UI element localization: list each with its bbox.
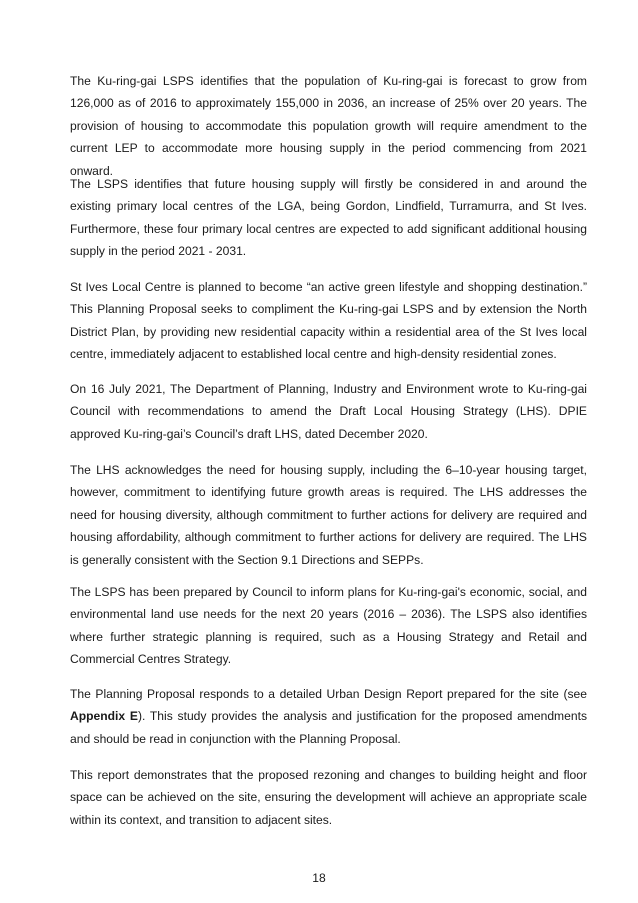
appendix-reference: Appendix E (70, 709, 138, 724)
paragraph-urban-design-report (70, 683, 587, 750)
paragraph-population-forecast: The Ku-ring-gai LSPS identifies that the population of Ku-ring-gai is forecast to grow from 126,000 as of 2016 to approximately 155,000 in 2036, an increase of 25% over 20 years. The provision of housing to accommodate this population growth will require amendment to the current LEP to accommodate more housing supply in the period commencing from 2021 onward. (70, 74, 587, 178)
paragraph-text-before: The Planning Proposal responds to a detailed Urban Design Report prepared for the site (see (70, 687, 587, 701)
page-number: 18 (312, 871, 326, 885)
paragraph-primary-local-centres: The LSPS identifies that future housing supply will firstly be considered in and around the existing primary local centres of the LGA, being Gordon, Lindfield, Turramurra, and St Ives. Furthermore, these four primary local centres are expected to add significant additional housing supply in the period 2021 - 2031. (70, 177, 587, 259)
paragraph-dpie-letter: On 16 July 2021, The Department of Planning, Industry and Environment wrote to Ku-ring-gai Council with recommendations to amend the Draft Local Housing Strategy (LHS). DPIE approved Ku-ring-gai’s Council’s draft LHS, dated December 2020. (70, 382, 587, 441)
paragraph-lhs-acknowledgement: The LHS acknowledges the need for housing supply, including the 6–10-year housing target, however, commitment to identifying future growth areas is required. The LHS addresses the need for housing diversity, although commitment to further actions for delivery are required and housing affordability, although commitment to further actions for delivery are required. The LHS is generally consistent with the Section 9.1 Directions and SEPPs. (70, 463, 587, 567)
paragraph-text-after: ). This study provides the analysis and justification for the proposed amendments and should be read in conjunction with the Planning Proposal. (70, 709, 587, 746)
paragraph-rezoning-conclusion: This report demonstrates that the proposed rezoning and changes to building height and floor space can be achieved on the site, ensuring the development will achieve an appropriate scale within its context, and transition to adjacent sites. (70, 768, 587, 827)
paragraph-lsps-preparation: The LSPS has been prepared by Council to inform plans for Ku-ring-gai's economic, social, and environmental land use needs for the next 20 years (2016 – 2036). The LSPS also identifies where further strategic planning is required, such as a Housing Strategy and Retail and Commercial Centres Strategy. (70, 585, 587, 667)
paragraph-st-ives-local-centre: St Ives Local Centre is planned to become “an active green lifestyle and shopping destination.” This Planning Proposal seeks to compliment the Ku-ring-gai LSPS and by extension the North District Plan, by providing new residential capacity within a residential area of the St Ives local centre, immediately adjacent to established local centre and high-density residential zones. (70, 280, 587, 362)
